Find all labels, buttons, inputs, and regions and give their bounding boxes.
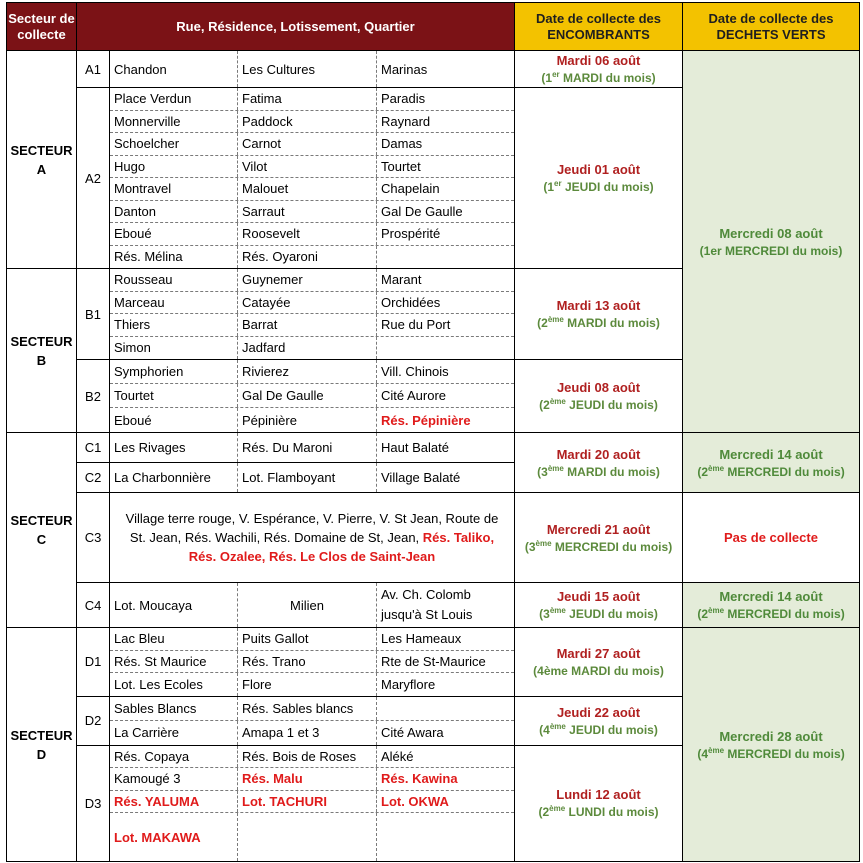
subsector-a2: A2: [77, 88, 110, 269]
encombrants-b2: Jeudi 08 août (2ème JEUDI du mois): [515, 360, 683, 433]
street-row: Danton Sarraut Gal De Gaulle: [110, 201, 514, 224]
dechets-verts-c3: Pas de collecte: [683, 493, 860, 583]
sector-d-label: SECTEUR D: [7, 628, 77, 862]
street-row: Hugo Vilot Tourtet: [110, 156, 514, 179]
street-row: Marceau Catayée Orchidées: [110, 292, 514, 315]
street-row: Lac Bleu Puits Gallot Les Hameaux: [110, 628, 514, 651]
street-row: Rés. St Maurice Rés. Trano Rte de St-Maurice: [110, 651, 514, 674]
street-row: Lot. MAKAWA: [110, 813, 514, 861]
subsector-d1: D1: [77, 628, 110, 697]
collection-schedule: [6, 2, 859, 860]
street-row: Les Rivages Rés. Du Maroni Haut Balaté: [110, 433, 514, 462]
streets-c4: [110, 583, 515, 628]
subsector-c3: C3: [77, 493, 110, 583]
street-row: Rés. Mélina Rés. Oyaroni: [110, 246, 514, 269]
row-d1: [7, 628, 860, 697]
street-row: Chandon Les Cultures Marinas: [110, 51, 514, 87]
subsector-a1: A1: [77, 51, 110, 88]
street-row: Lot. Les Ecoles Flore Maryflore: [110, 673, 514, 696]
street-row: La Charbonnière Lot. Flamboyant Village Balaté: [110, 463, 514, 492]
encombrants-c4: Jeudi 15 août (3ème JEUDI du mois): [515, 583, 683, 628]
encombrants-c3: Mercredi 21 août (3ème MERCREDI du mois): [515, 493, 683, 583]
street-row: Simon Jadfard: [110, 337, 514, 360]
streets-d1: [110, 628, 515, 697]
street-row: Tourtet Gal De Gaulle Cité Aurore: [110, 384, 514, 408]
street-row: Kamougé 3 Rés. Malu Rés. Kawina: [110, 768, 514, 791]
schedule-table: [6, 2, 860, 862]
encombrants-a1: Mardi 06 août (1er MARDI du mois): [515, 51, 683, 88]
street-row: Rés. YALUMA Lot. TACHURI Lot. OKWA: [110, 791, 514, 814]
dechets-verts-ab: Mercredi 08 août (1er MERCREDI du mois): [683, 51, 860, 433]
header-row: [7, 3, 860, 51]
street-row: Place Verdun Fatima Paradis: [110, 88, 514, 111]
sector-a-label: SECTEUR A: [7, 51, 77, 269]
encombrants-b1: Mardi 13 août (2ème MARDI du mois): [515, 269, 683, 360]
dechets-verts-c4: Mercredi 14 août (2ème MERCREDI du mois): [683, 583, 860, 628]
encombrants-d1: Mardi 27 août (4ème MARDI du mois): [515, 628, 683, 697]
c3-street-list: Village terre rouge, V. Espérance, V. Pierre, V. St Jean, Route de St. Jean, Rés. Wachili, Rés. Domaine de St, Jean, Rés. Taliko, Rés. Ozalee, Rés. Le Clos de Saint-Jean: [125, 511, 499, 564]
streets-b2: [110, 360, 515, 433]
street-row: Montravel Malouet Chapelain: [110, 178, 514, 201]
streets-d3: [110, 745, 515, 862]
encombrants-d3: Lundi 12 août (2ème LUNDI du mois): [515, 745, 683, 862]
header-sector: Secteur de collecte: [7, 3, 77, 51]
street-row: Rousseau Guynemer Marant: [110, 269, 514, 292]
street-row: La Carrière Amapa 1 et 3 Cité Awara: [110, 721, 514, 745]
streets-c1: [110, 433, 515, 463]
streets-b1: [110, 269, 515, 360]
row-c3: [7, 493, 860, 583]
header-dechets-verts: Date de collecte des DECHETS VERTS: [683, 3, 860, 51]
subsector-c2: C2: [77, 463, 110, 493]
street-row: Sables Blancs Rés. Sables blancs: [110, 697, 514, 721]
encombrants-c1: Mardi 20 août (3ème MARDI du mois): [515, 433, 683, 493]
row-c1: [7, 433, 860, 463]
subsector-d3: D3: [77, 745, 110, 862]
dechets-verts-d: Mercredi 28 août (4ème MERCREDI du mois): [683, 628, 860, 862]
streets-c3: [110, 493, 515, 583]
subsector-d2: D2: [77, 696, 110, 745]
sector-c-label: SECTEUR C: [7, 433, 77, 628]
encombrants-a2: Jeudi 01 août (1er JEUDI du mois): [515, 88, 683, 269]
street-row: Rés. Copaya Rés. Bois de Roses Aléké: [110, 746, 514, 769]
streets-a2: [110, 88, 515, 269]
subsector-c1: C1: [77, 433, 110, 463]
row-c4: [7, 583, 860, 628]
street-row: Monnerville Paddock Raynard: [110, 111, 514, 134]
sector-b-label: SECTEUR B: [7, 269, 77, 433]
street-row: Eboué Roosevelt Prospérité: [110, 223, 514, 246]
row-a1: [7, 51, 860, 88]
dechets-verts-c1: Mercredi 14 août (2ème MERCREDI du mois): [683, 433, 860, 493]
street-row: Thiers Barrat Rue du Port: [110, 314, 514, 337]
subsector-b1: B1: [77, 269, 110, 360]
header-encombrants: Date de collecte des ENCOMBRANTS: [515, 3, 683, 51]
streets-d2: [110, 696, 515, 745]
streets-a1: [110, 51, 515, 88]
header-streets: Rue, Résidence, Lotissement, Quartier: [77, 3, 515, 51]
encombrants-d2: Jeudi 22 août (4ème JEUDI du mois): [515, 696, 683, 745]
street-row: Eboué Pépinière Rés. Pépinière: [110, 408, 514, 432]
street-row: Lot. Moucaya Milien Av. Ch. Colomb jusqu'à St Louis: [110, 583, 514, 627]
street-row: Symphorien Rivierez Vill. Chinois: [110, 360, 514, 384]
subsector-c4: C4: [77, 583, 110, 628]
streets-c2: [110, 463, 515, 493]
subsector-b2: B2: [77, 360, 110, 433]
street-row: Schoelcher Carnot Damas: [110, 133, 514, 156]
